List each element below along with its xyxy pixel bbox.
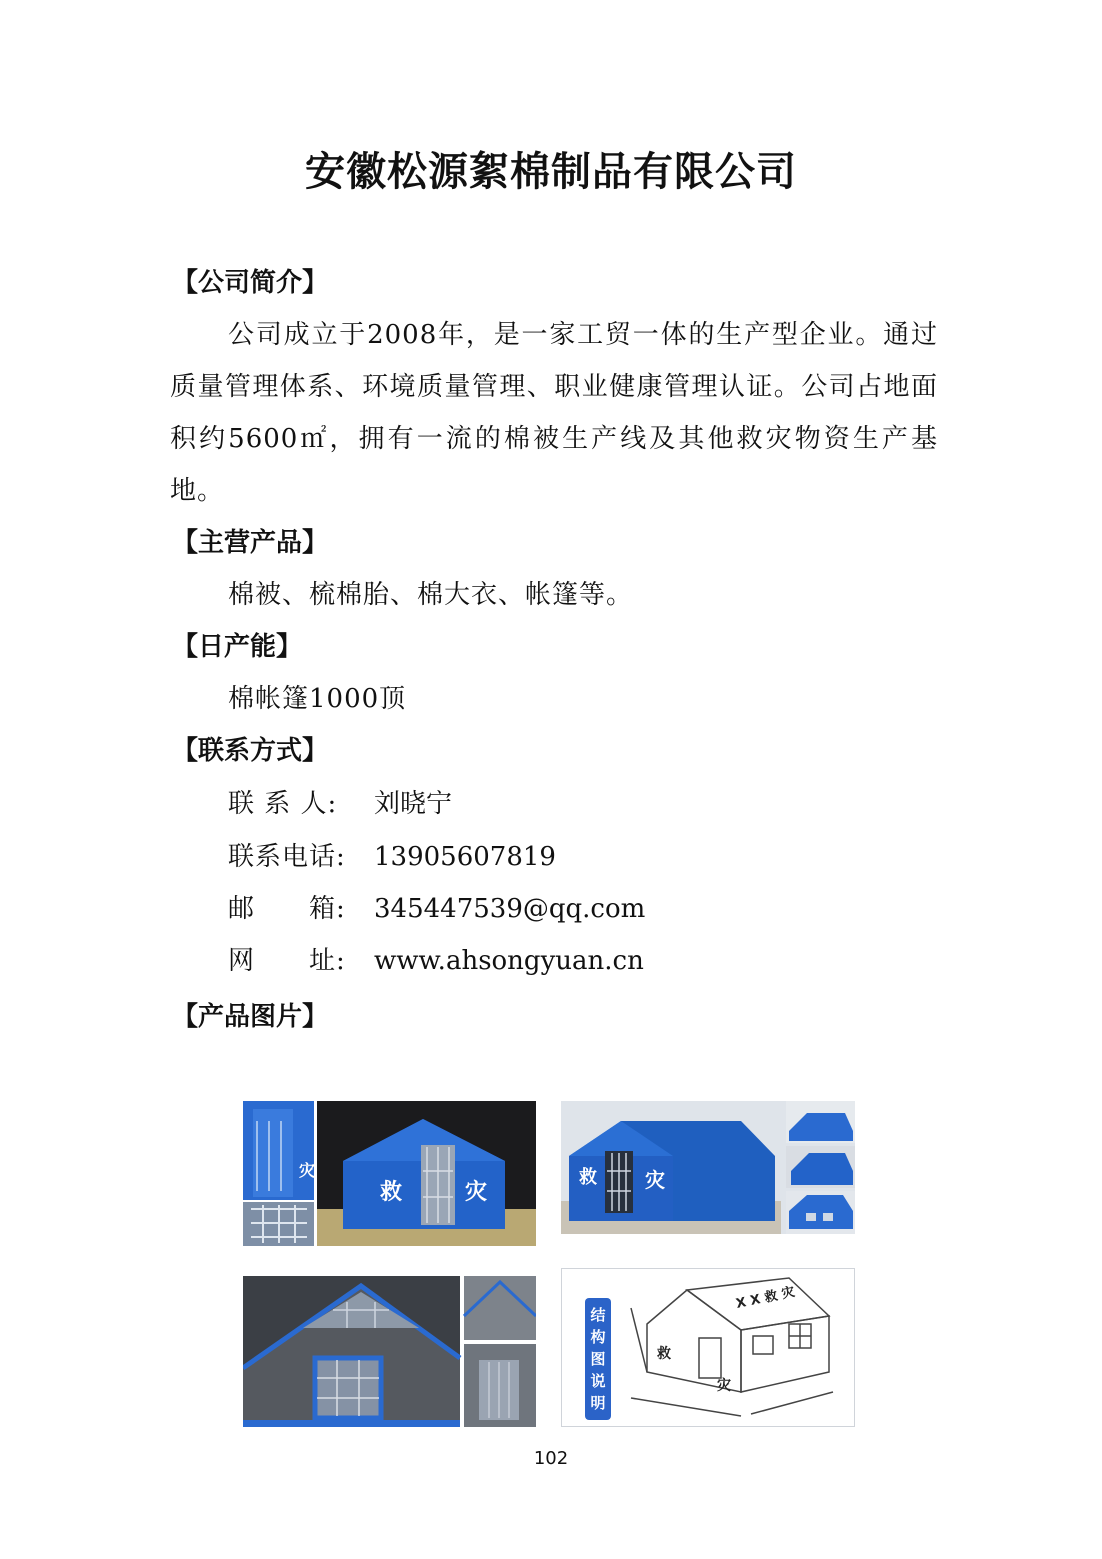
contact-site-value: www.ahsongyuan.cn — [374, 946, 644, 976]
contact-email-label: 邮 箱: — [228, 894, 346, 924]
diagram-label-vertical — [590, 1306, 605, 1412]
section-heading-photos: 【产品图片】 — [172, 1002, 329, 1032]
contact-site-label: 网 址: — [228, 946, 346, 976]
contact-person-value: 刘晓宁 — [374, 789, 453, 819]
intro-paragraph: 公司成立于2008年，是一家工贸一体的生产型企业。通过质量管理体系、环境质量管理、职业健康管理认证。公司占地面积约5600㎡，拥有一流的棉被生产线及其他救灾物资生产基地。 — [170, 320, 938, 506]
diagram-char-zai: 灾 — [717, 1378, 731, 1394]
products-text: 棉被、梳棉胎、棉大衣、帐篷等。 — [228, 580, 634, 610]
section-heading-capacity: 【日产能】 — [172, 632, 303, 662]
page-title: 安徽松源絮棉制品有限公司 — [305, 148, 797, 195]
contact-phone-label: 联系电话: — [228, 842, 346, 872]
section-heading-intro: 【公司简介】 — [172, 268, 329, 298]
tent-photo-collage-1 — [243, 1101, 536, 1246]
contact-person-label: 联 系 人: — [228, 789, 338, 819]
svg-text:图: 图 — [590, 1350, 606, 1368]
tent-photo-collage-2 — [561, 1101, 855, 1234]
tent-interior-photo — [243, 1276, 536, 1427]
contact-phone-row — [228, 836, 556, 873]
tent-structure-diagram — [561, 1268, 855, 1427]
capacity-text: 棉帐篷1000顶 — [228, 684, 407, 714]
svg-text:构: 构 — [590, 1328, 606, 1346]
tent-char-jiu-2: 救 — [579, 1167, 597, 1188]
contact-phone-value: 13905607819 — [374, 842, 556, 872]
contact-person-row — [228, 783, 452, 820]
svg-text:结: 结 — [590, 1306, 606, 1324]
svg-text:明: 明 — [590, 1394, 606, 1412]
contact-site-row — [228, 940, 644, 977]
contact-email-row — [228, 888, 645, 925]
contact-email-value: 345447539@qq.com — [374, 894, 646, 924]
tent-char-jiu: 救 — [380, 1180, 403, 1205]
section-heading-contact: 【联系方式】 — [172, 736, 329, 766]
diagram-char-jiu: 救 — [657, 1346, 671, 1362]
section-heading-products: 【主营产品】 — [172, 528, 329, 558]
page-number: 102 — [533, 1448, 569, 1469]
tent-char-1-small: 灾 — [299, 1161, 316, 1180]
diagram-roof-text: X X 救 灾 — [734, 1284, 797, 1312]
tent-char-zai: 灾 — [465, 1180, 488, 1205]
svg-text:说: 说 — [590, 1372, 606, 1390]
tent-char-zai-2: 灾 — [645, 1168, 665, 1192]
